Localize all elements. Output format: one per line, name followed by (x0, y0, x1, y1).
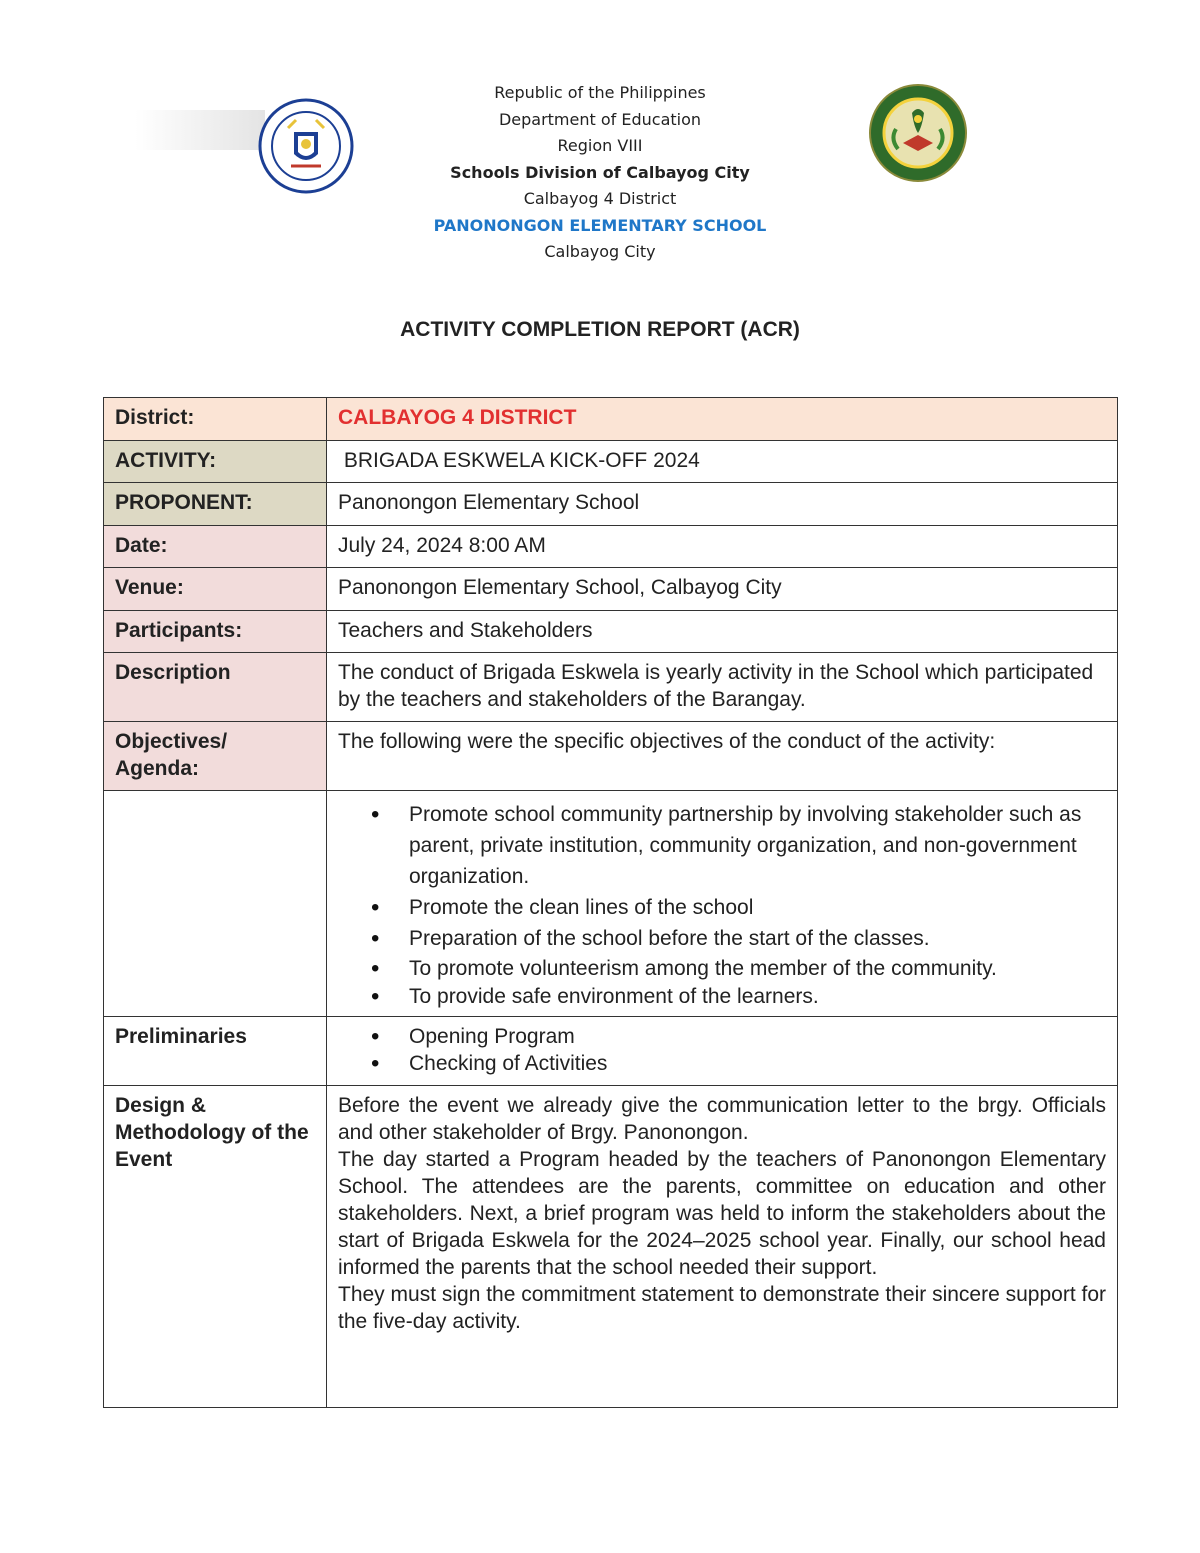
design-paragraph: Before the event we already give the communication letter to the brgy. Officials and other stakeholder of Brgy. Panonongon. (338, 1094, 1106, 1144)
description-value: The conduct of Brigada Eskwela is yearly activity in the School which participated by the teachers and stakeholders of the Barangay. (327, 653, 1118, 722)
participants-label: Participants: (104, 611, 327, 653)
row-preliminaries (104, 1017, 1118, 1086)
preliminaries-label: Preliminaries (104, 1017, 327, 1086)
header-region: Region VIII (557, 136, 643, 155)
district-label: District: (104, 398, 327, 441)
preliminaries-cell (327, 1017, 1118, 1086)
description-label: Description (104, 653, 327, 722)
design-paragraph: The day started a Program headed by the teachers of Panonongon Elementary School. The attendees are the parents, committee on education and other stakeholders. Next, a brief program was held to inform the stakeholders about the start of Brigada Eskwela for the 2024–2025 school year. Finally, our school head informed the parents that the school needed their support. (338, 1148, 1106, 1279)
design-label: Design & Methodology of the Event (104, 1086, 327, 1408)
report-title: ACTIVITY COMPLETION REPORT (ACR) (400, 318, 800, 341)
header-division: Schools Division of Calbayog City (450, 162, 750, 182)
design-cell (327, 1086, 1118, 1408)
header-republic: Republic of the Philippines (494, 83, 706, 102)
activity-value (327, 441, 1118, 483)
participants-value: Teachers and Stakeholders (327, 611, 1118, 653)
row-date (104, 526, 1118, 568)
row-district (104, 398, 1118, 441)
district-value: CALBAYOG 4 DISTRICT (327, 398, 1118, 441)
row-description (104, 653, 1118, 722)
row-objectives (104, 722, 1118, 791)
row-activity (104, 441, 1118, 483)
list-item: • Promote the clean lines of the school (409, 892, 1106, 923)
proponent-label: PROPONENT: (104, 483, 327, 526)
date-label: Date: (104, 526, 327, 568)
letterhead (0, 80, 1200, 266)
objective-items-label (104, 791, 327, 1017)
header-district: Calbayog 4 District (523, 189, 677, 208)
date-value: July 24, 2024 8:00 AM (327, 526, 1118, 568)
list-item: • To promote volunteerism among the member of the community. (409, 954, 1106, 983)
list-item: • Checking of Activities (409, 1050, 1106, 1077)
header-department: Department of Education (498, 109, 702, 129)
list-item: • Opening Program (409, 1023, 1106, 1050)
objective-list (338, 799, 1106, 1010)
preliminaries-list (338, 1023, 1106, 1077)
row-design (104, 1086, 1118, 1408)
header-city: Calbayog City (544, 242, 656, 261)
design-paragraph: They must sign the commitment statement to demonstrate their sincere support for the five-day activity. (338, 1283, 1106, 1333)
objective-items-cell (327, 791, 1118, 1017)
activity-value-text: BRIGADA ESKWELA KICK-OFF 2024 (343, 449, 700, 472)
row-participants (104, 611, 1118, 653)
row-venue (104, 568, 1118, 611)
proponent-value: Panonongon Elementary School (327, 483, 1118, 526)
list-item: • To provide safe environment of the learners. (409, 983, 1106, 1010)
row-proponent (104, 483, 1118, 526)
row-objective-items (104, 791, 1118, 1017)
venue-label: Venue: (104, 568, 327, 611)
header-school: PANONONGON ELEMENTARY SCHOOL (433, 215, 767, 235)
objectives-label: Objectives/ Agenda: (104, 722, 327, 791)
list-item: • Preparation of the school before the start of the classes. (409, 923, 1106, 954)
report-table (103, 397, 1118, 1408)
objectives-value: The following were the specific objectives of the conduct of the activity: (327, 722, 1118, 791)
venue-value: Panonongon Elementary School, Calbayog City (327, 568, 1118, 611)
activity-label: ACTIVITY: (104, 441, 327, 483)
list-item: • Promote school community partnership by involving stakeholder such as parent, private institution, community organization, and non-government organization. (409, 799, 1106, 892)
